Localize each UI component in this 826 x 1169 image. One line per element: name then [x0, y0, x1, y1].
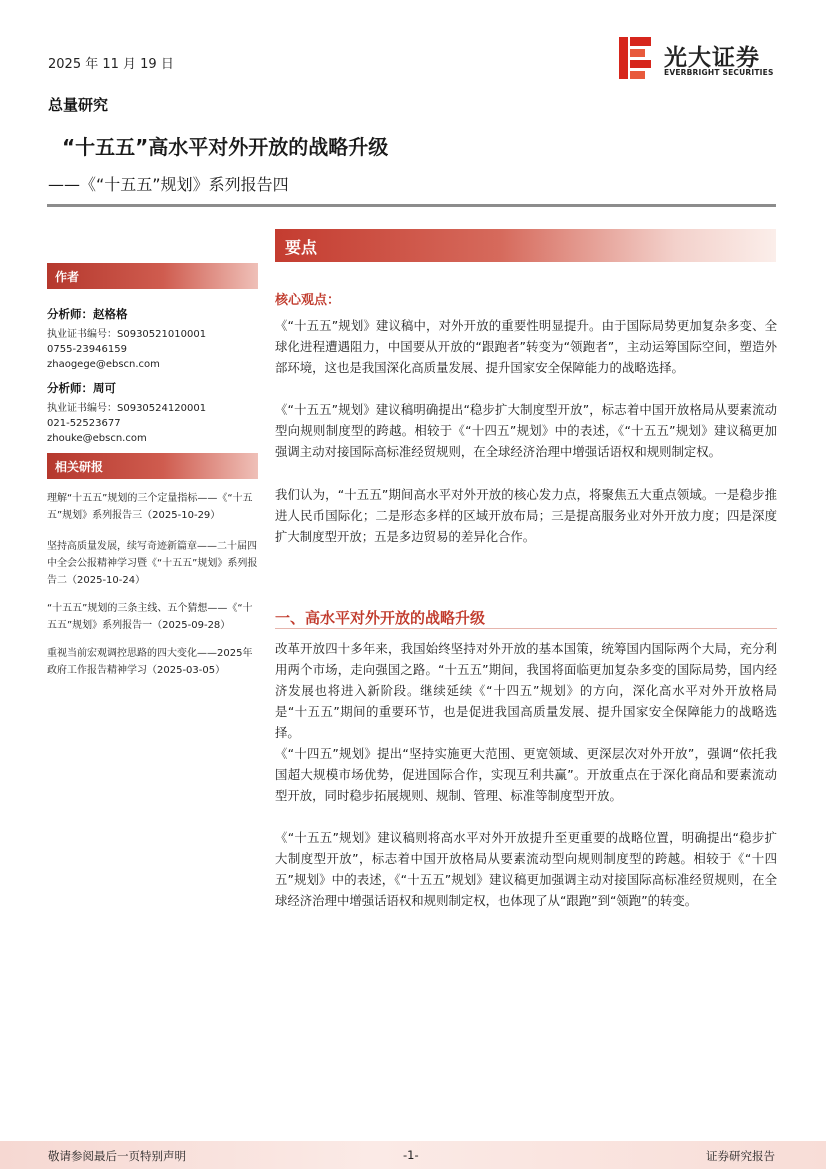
everbright-logo-icon — [619, 37, 653, 79]
report-date: 2025 年 11 月 19 日 — [48, 57, 174, 72]
core-view-label: 核心观点： — [275, 293, 341, 308]
company-logo — [619, 37, 779, 81]
analyst-license: 执业证书编号：S0930521010001 — [47, 329, 207, 340]
logo-chinese-name: 光大证券 — [664, 45, 760, 71]
analyst-email[interactable]: zhaogege@ebscn.com — [47, 359, 160, 370]
analyst-name: 分析师：赵格格 — [47, 307, 128, 321]
report-title: “十五五”高水平对外开放的战略升级 — [62, 135, 389, 159]
analyst-phone: 0755-23946159 — [47, 344, 127, 355]
key-points-label: 要点 — [285, 238, 318, 257]
page-footer — [0, 1141, 826, 1169]
author-section-label: 作者 — [55, 270, 80, 284]
core-paragraph: 《“十五五”规划》建议稿明确提出“稳步扩大制度型开放”，标志着中国开放格局从要素流动型向规则制度型的跨越。相较于《“十四五”规划》中的表述，《“十五五”规划》建议稿更加强调主动对接国际高标准经贸规则，在全球经济治理中增强话语权和规则制定权。 — [275, 402, 777, 459]
page-number: -1- — [403, 1148, 419, 1162]
related-report-link[interactable]: “十五五”规划的三条主线、五个猜想——《“十五五”规划》系列报告一（2025-09-28） — [47, 603, 253, 631]
analyst-card — [47, 307, 206, 372]
body-paragraph: 《“十五五”规划》建议稿则将高水平对外开放提升至更重要的战略位置，明确提出“稳步扩大制度型开放”，标志着中国开放格局从要素流动型向规则制度型的跨越。相较于《“十四五”规划》中的表述，《“十五五”规划》建议稿更加强调主动对接国际高标准经贸规则，在全球经济治理中增强话语权和规则制定权，也体现了从“跟跑”到“领跑”的转变。 — [275, 830, 777, 908]
core-paragraph: 我们认为，“十五五”期间高水平对外开放的核心发力点，将聚焦五大重点领域。一是稳步推进人民币国际化；二是形态多样的区域开放布局；三是提高服务业对外开放力度；四是深度扩大制度型开放；五是多边贸易的差异化合作。 — [275, 487, 777, 544]
related-report-link[interactable]: 重视当前宏观调控思路的四大变化——2025年政府工作报告精神学习（2025-03-05） — [47, 648, 253, 676]
related-reports-header — [47, 453, 258, 479]
analyst-name: 分析师：周可 — [47, 381, 116, 395]
logo-english-name: EVERBRIGHT SECURITIES — [664, 68, 774, 77]
report-type-label: 证券研究报告 — [706, 1149, 775, 1163]
section-heading: 一、高水平对外开放的战略升级 — [275, 609, 486, 627]
analyst-license: 执业证书编号：S0930524120001 — [47, 403, 207, 414]
report-subtitle: ——《“十五五”规划》系列报告四 — [48, 175, 289, 194]
body-paragraph: 改革开放四十多年来，我国始终坚持对外开放的基本国策，统筹国内国际两个大局，充分利用两个市场，走向强国之路。“十五五”期间，我国将面临更加复杂多变的国际局势，国内经济发展也将进入新阶段。继续延续《“十四五”规划》的方向，深化高水平对外开放格局是“十五五”期间的重要环节，也是促进我国高质量发展、提升国家安全保障能力的战略选择。 — [275, 641, 777, 740]
key-points-header — [275, 229, 776, 262]
section-divider — [275, 628, 777, 629]
report-category: 总量研究 — [48, 96, 109, 114]
analyst-card — [47, 381, 206, 446]
related-report-link[interactable]: 理解“十五五”规划的三个定量指标——《“十五五”规划》系列报告三（2025-10-29） — [47, 493, 253, 521]
related-report-link[interactable]: 坚持高质量发展，续写奇迹新篇章——二十届四中全会公报精神学习暨《“十五五”规划》系列报告二（2025-10-24） — [47, 541, 258, 586]
body-paragraph: 《“十四五”规划》提出“坚持实施更大范围、更宽领域、更深层次对外开放”，强调“依托我国超大规模市场优势，促进国际合作，实现互利共赢”。开放重点在于深化商品和要素流动型开放，同时稳步拓展规则、规制、管理、标准等制度型开放。 — [275, 746, 777, 803]
related-reports-label: 相关研报 — [55, 460, 104, 474]
analyst-email[interactable]: zhouke@ebscn.com — [47, 433, 147, 444]
analyst-phone: 021-52523677 — [47, 418, 121, 429]
author-section-header — [47, 263, 258, 289]
header-divider — [47, 204, 776, 207]
core-paragraph: 《“十五五”规划》建议稿中，对外开放的重要性明显提升。由于国际局势更加复杂多变、全球化进程遭遇阻力，中国要从开放的“跟跑者”转变为“领跑者”，主动运筹国际空间，塑造外部环境，这也是我国深化高质量发展、提升国家安全保障能力的战略选择。 — [275, 318, 777, 375]
disclaimer-notice: 敬请参阅最后一页特别声明 — [48, 1149, 186, 1163]
